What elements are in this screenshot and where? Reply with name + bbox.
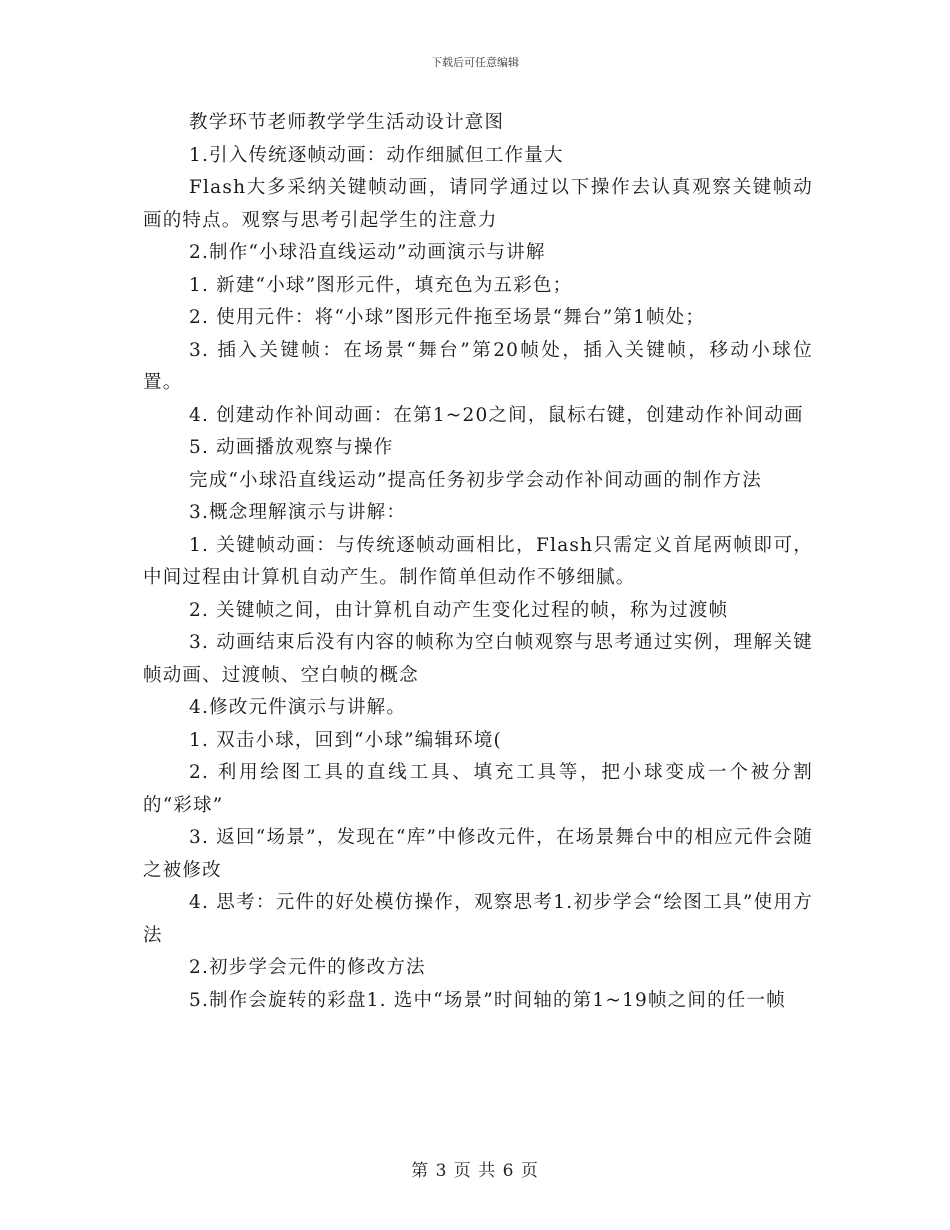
paragraph: 5.制作会旋转的彩盘1. 选中“场景”时间轴的第1~19帧之间的任一帧 [189, 989, 786, 1011]
paragraph: 1. 新建“小球”图形元件，填充色为五彩色； [189, 274, 573, 296]
paragraph: 3. 动画结束后没有内容的帧称为空白帧观察与思考通过实例，理解关键帧动画、过渡帧、空白帧的概念 [143, 632, 813, 686]
paragraph: 2. 关键帧之间，由计算机自动产生变化过程的帧，称为过渡帧 [189, 599, 729, 621]
paragraph: 4. 创建动作补间动画：在第1~20之间，鼠标右键，创建动作补间动画 [189, 404, 804, 426]
paragraph: 2. 使用元件：将“小球”图形元件拖至场景“舞台”第1帧处； [189, 307, 706, 328]
paragraph: 4.修改元件演示与讲解。 [189, 697, 407, 718]
document-body [143, 107, 813, 1017]
page-header: 下载后可任意编辑 [431, 56, 519, 69]
paragraph: 5. 动画播放观察与操作 [189, 437, 394, 458]
paragraph: 1.引入传统逐帧动画：动作细腻但工作量大 [189, 144, 564, 166]
paragraph: 1. 关键帧动画：与传统逐帧动画相比，Flash只需定义首尾两帧即可，中间过程由计算机自动产生。制作简单但动作不够细腻。 [143, 534, 813, 588]
paragraph: 1. 双击小球，回到“小球”编辑环境( [189, 729, 502, 751]
paragraph: 教学环节老师教学学生活动设计意图 [189, 112, 505, 133]
paragraph: 2.初步学会元件的修改方法 [189, 957, 426, 978]
page-number: 第 3 页 共 6 页 [411, 1161, 539, 1181]
paragraph: 3. 插入关键帧：在场景“舞台”第20帧处，插入关键帧，移动小球位置。 [143, 339, 813, 393]
paragraph: 4. 思考：元件的好处模仿操作，观察思考1.初步学会“绘图工具”使用方法 [143, 892, 813, 946]
paragraph: 3. 返回“场景”，发现在“库”中修改元件，在场景舞台中的相应元件会随之被修改 [143, 827, 813, 881]
paragraph: 完成“小球沿直线运动”提高任务初步学会动作补间动画的制作方法 [189, 469, 762, 491]
paragraph: 3.概念理解演示与讲解： [189, 502, 407, 523]
paragraph: 2. 利用绘图工具的直线工具、填充工具等，把小球变成一个被分割的“彩球” [143, 762, 813, 816]
paragraph: 2.制作“小球沿直线运动”动画演示与讲解 [189, 242, 546, 263]
paragraph: Flash大多采纳关键帧动画，请同学通过以下操作去认真观察关键帧动画的特点。观察与思考引起学生的注意力 [143, 177, 813, 231]
